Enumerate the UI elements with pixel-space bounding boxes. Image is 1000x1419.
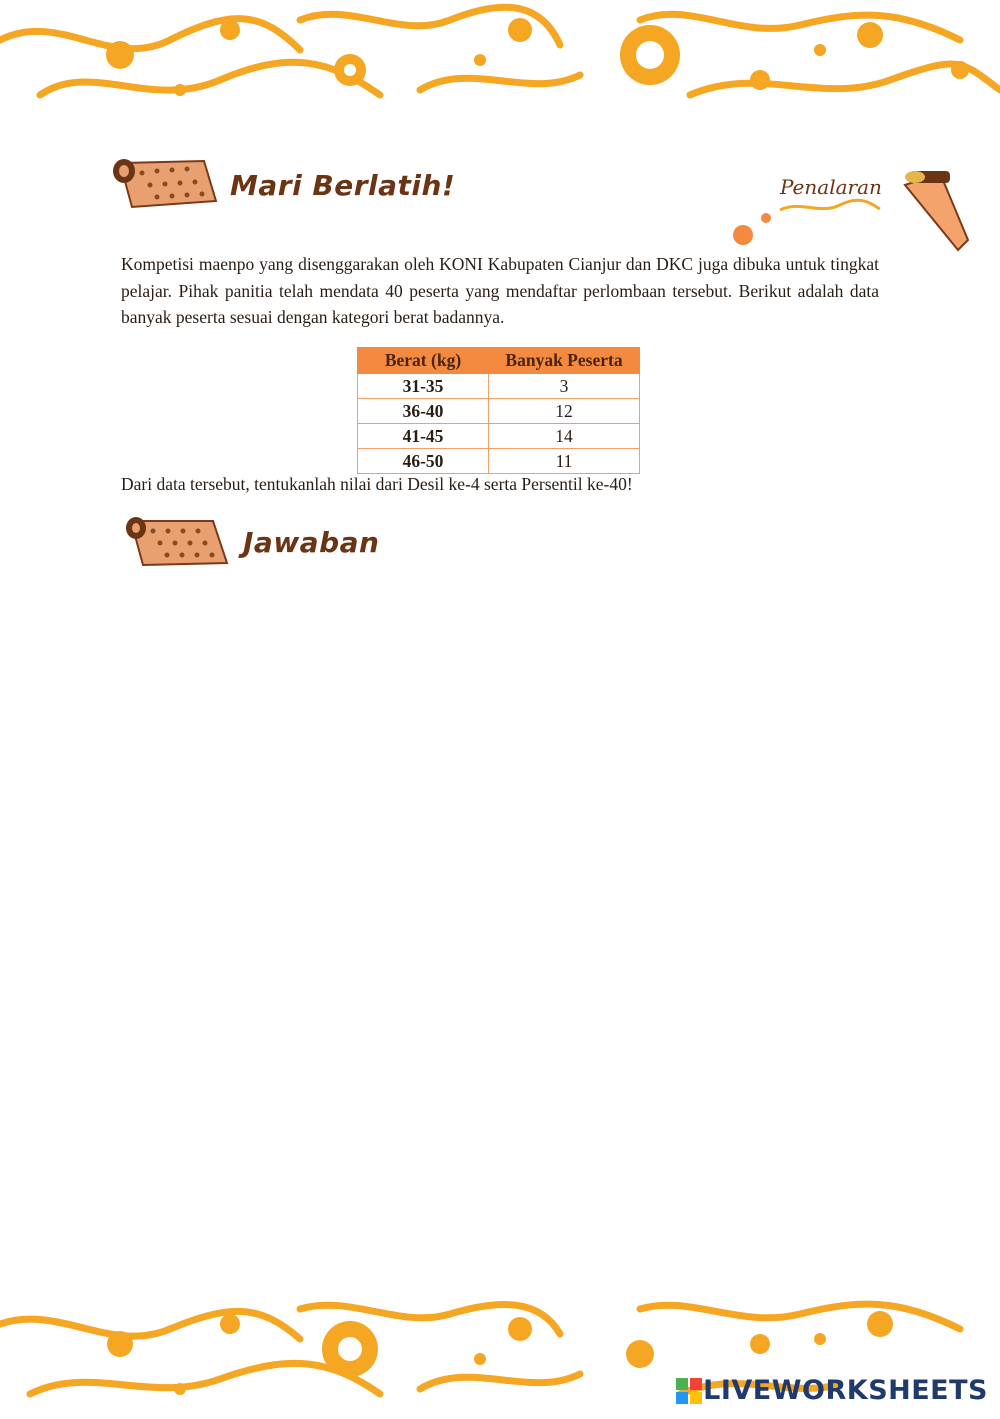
brand-logo — [675, 1375, 988, 1406]
participant-count: 11 — [489, 449, 640, 474]
participant-count: 12 — [489, 399, 640, 424]
participant-count: 3 — [489, 374, 640, 399]
participant-count: 14 — [489, 424, 640, 449]
reasoning-badge — [730, 165, 980, 255]
answer-title: Jawaban — [243, 525, 380, 559]
weight-range: 31-35 — [358, 374, 489, 399]
question-text: Dari data tersebut, tentukanlah nilai dari Desil ke-4 serta Persentil ke-40! — [121, 474, 633, 494]
problem-paragraph: Kompetisi maenpo yang disenggarakan oleh KONI Kabupaten Cianjur dan DKC juga dibuka untuk tingkat pelajar. Pihak panitia telah mendata 40 peserta yang mendaftar perlombaan tersebut. Berikut adalah data banyak peserta sesuai dengan kategori berat badannya. — [121, 254, 879, 327]
table-row — [358, 399, 640, 424]
table-header-row — [358, 348, 640, 374]
weight-table — [357, 347, 640, 474]
reasoning-label: Penalaran — [780, 175, 882, 199]
top-ornament-border — [0, 0, 1000, 120]
weight-range: 41-45 — [358, 424, 489, 449]
practice-heading — [112, 155, 455, 215]
batik-scroll-icon — [112, 155, 220, 215]
brand-blocks-icon — [675, 1377, 703, 1405]
practice-title: Mari Berlatih! — [230, 168, 456, 202]
weight-range: 46-50 — [358, 449, 489, 474]
brand-name: LIVEWORKSHEETS — [703, 1375, 988, 1406]
answer-heading — [125, 513, 379, 571]
header-participants: Banyak Peserta — [489, 348, 640, 374]
table-row — [358, 424, 640, 449]
table-row — [358, 374, 640, 399]
batik-scroll-icon — [125, 513, 233, 571]
weight-range: 36-40 — [358, 399, 489, 424]
header-weight: Berat (kg) — [358, 348, 489, 374]
table-row — [358, 449, 640, 474]
